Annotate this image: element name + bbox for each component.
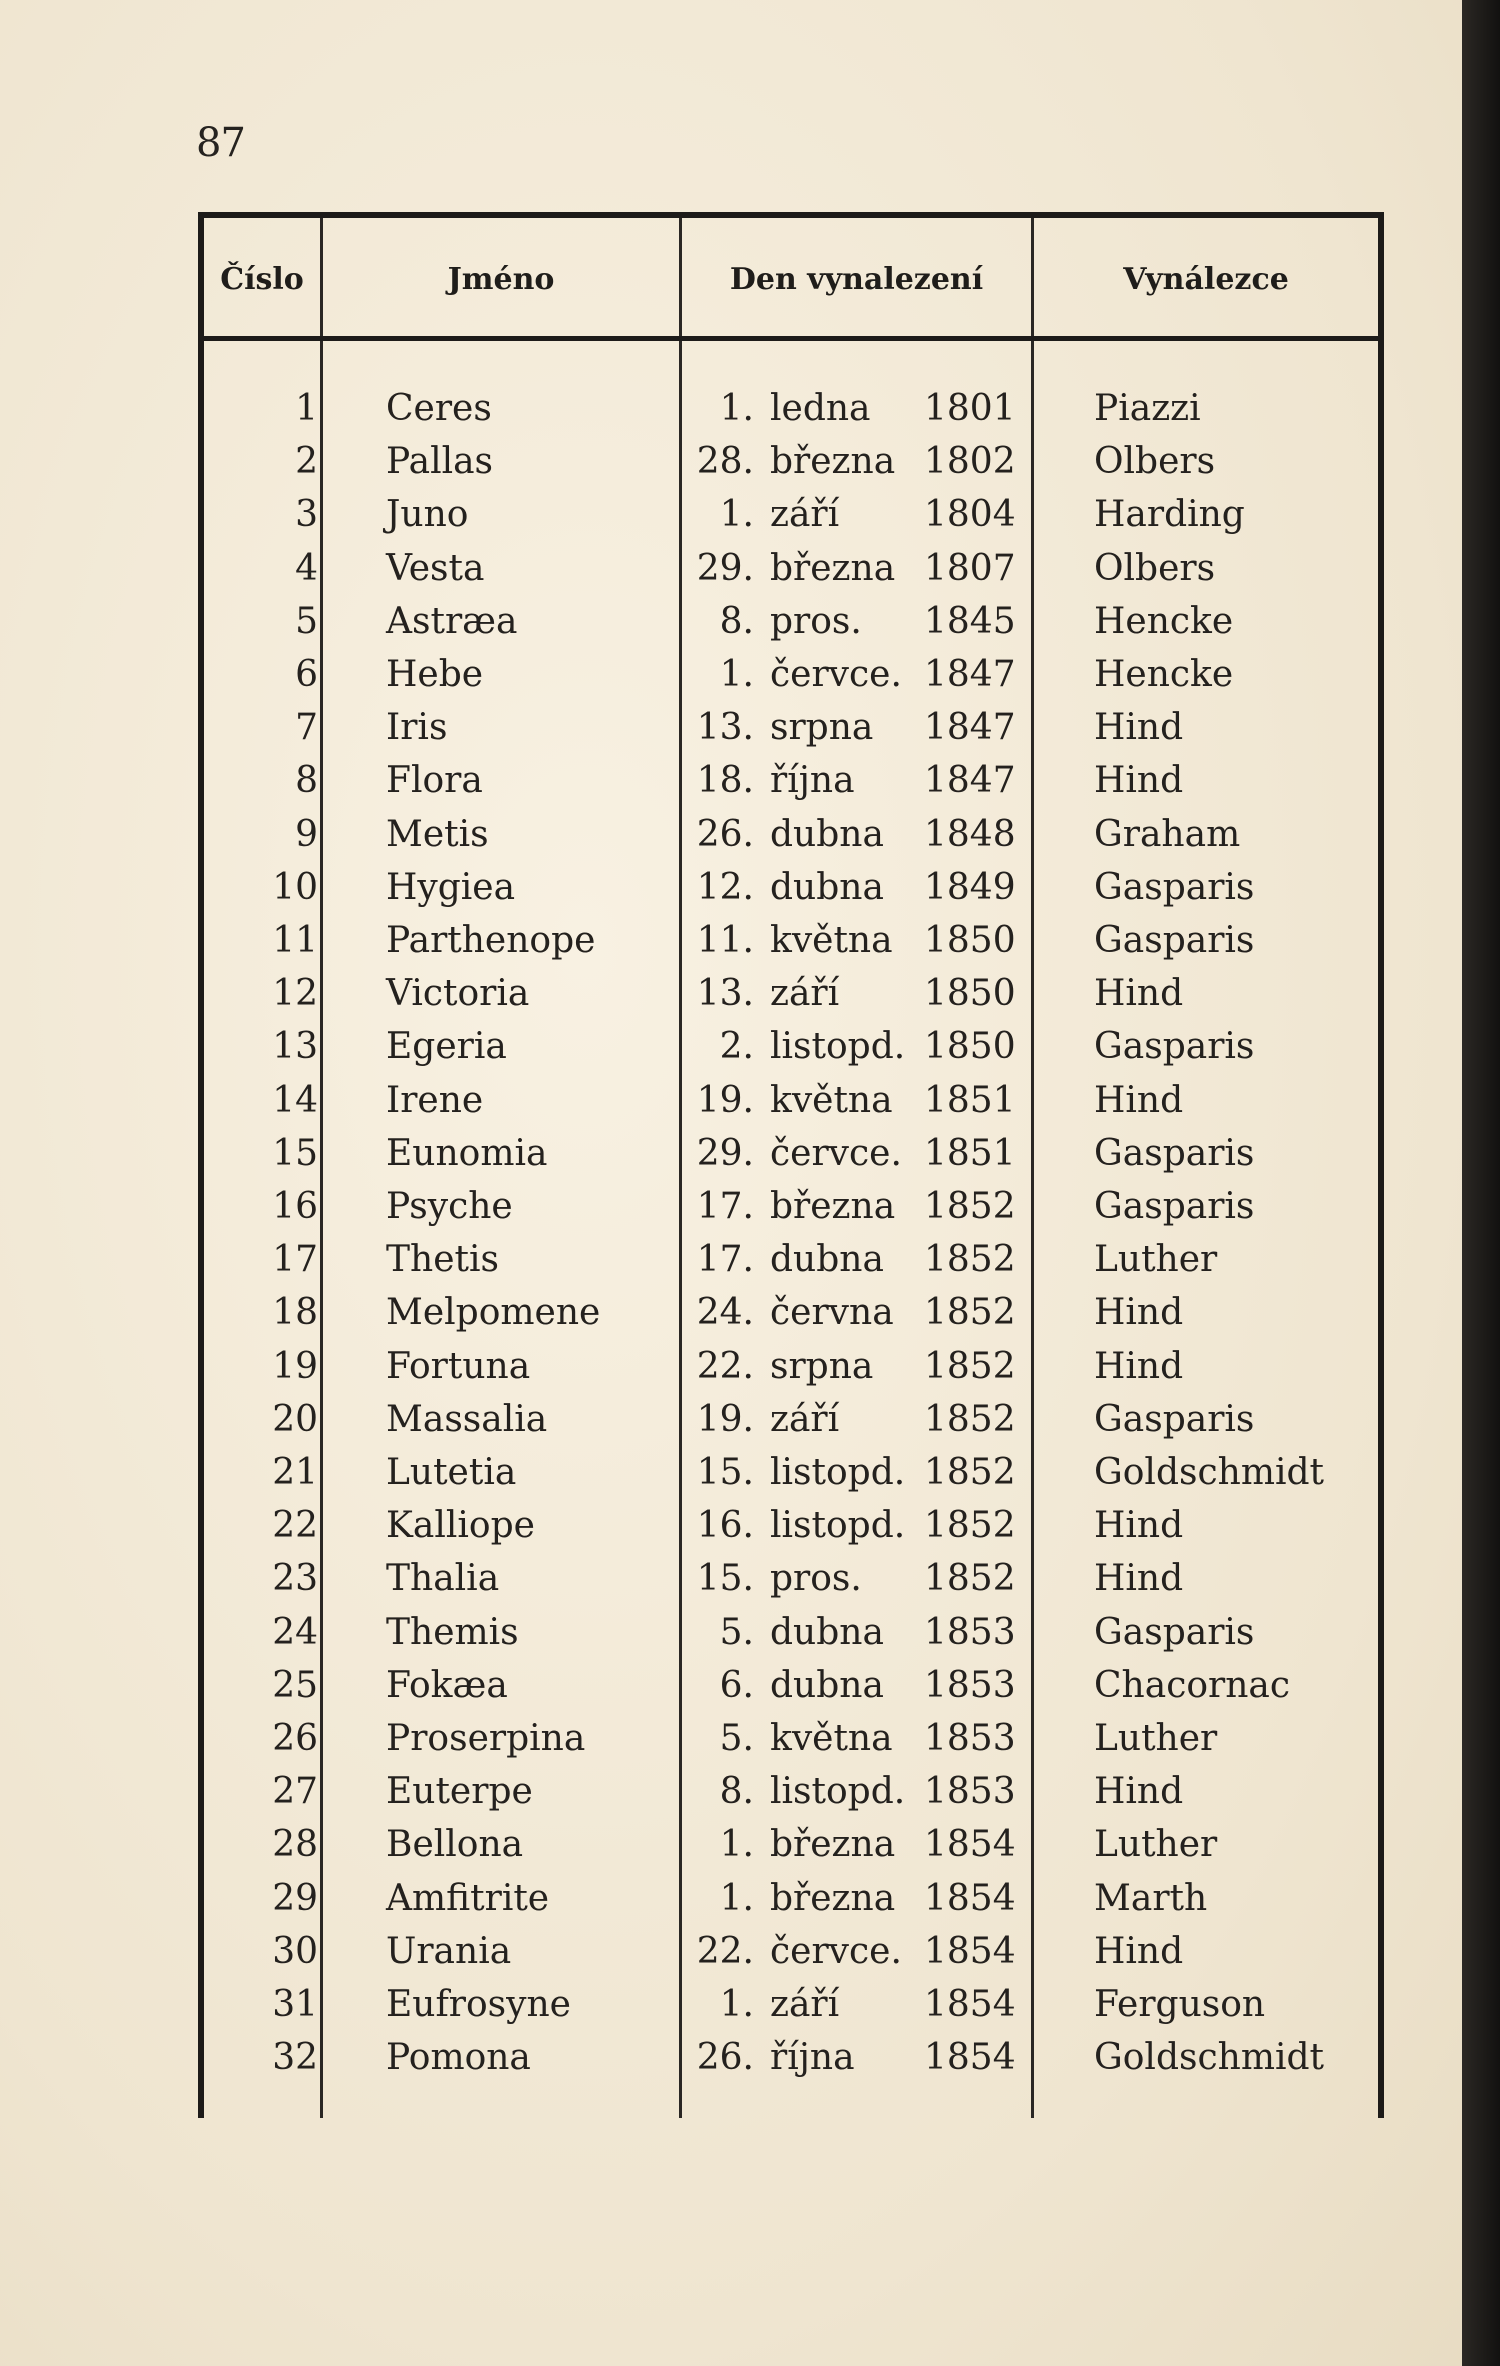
discovery-day: 1. (719, 494, 754, 536)
discoverer-name: Luther (1094, 1239, 1218, 1281)
discovery-month: září (770, 1398, 840, 1440)
discovery-day: 16. (696, 1505, 754, 1547)
asteroid-number: 24 (272, 1611, 318, 1653)
discoverer-name: Luther (1094, 1824, 1218, 1866)
asteroid-number: 4 (295, 547, 318, 589)
asteroid-name: Astræa (386, 600, 518, 642)
asteroid-number: 16 (272, 1186, 318, 1227)
asteroid-number: 2 (295, 441, 318, 483)
asteroid-name: Bellona (386, 1824, 524, 1866)
discoverer-name: Hind (1094, 1345, 1184, 1387)
discovery-month: srpna (770, 707, 874, 749)
discoverer-name: Gasparis (1094, 1398, 1255, 1440)
asteroid-number: 25 (272, 1664, 318, 1706)
discovery-year: 1852 (924, 1398, 1016, 1440)
discovery-year: 1850 (924, 973, 1016, 1015)
asteroid-number: 15 (272, 1132, 318, 1174)
asteroid-name: Iris (386, 707, 448, 749)
page-number: 87 (196, 120, 245, 166)
discovery-year: 1852 (924, 1186, 1016, 1227)
table-row (204, 1127, 1378, 1180)
discovery-year: 1853 (924, 1771, 1016, 1813)
discovery-day: 1. (719, 388, 754, 429)
discovery-year: 1847 (924, 707, 1016, 749)
discoverer-name: Marth (1094, 1877, 1208, 1919)
table-row (204, 1074, 1378, 1127)
discoverer-name: Harding (1094, 494, 1245, 536)
discoverer-name: Hind (1094, 1558, 1184, 1600)
discovery-day: 29. (696, 547, 754, 589)
table-row (204, 1446, 1378, 1499)
asteroid-name: Hebe (386, 654, 484, 695)
discovery-month: září (770, 494, 840, 536)
discovery-month: dubna (770, 1239, 884, 1281)
discovery-month: března (770, 547, 896, 589)
discovery-month: červce. (770, 654, 902, 695)
discovery-year: 1804 (924, 494, 1016, 536)
discoverer-name: Hind (1094, 1505, 1184, 1547)
asteroid-name: Hygiea (386, 866, 516, 908)
asteroid-number: 29 (272, 1877, 318, 1919)
asteroid-name: Psyche (386, 1186, 513, 1227)
discovery-year: 1853 (924, 1611, 1016, 1653)
discoverer-name: Hind (1094, 707, 1184, 749)
discoverer-name: Goldschmidt (1094, 2037, 1324, 2079)
discovery-day: 22. (696, 1930, 754, 1972)
asteroid-table (198, 212, 1384, 2118)
discoverer-name: Gasparis (1094, 1186, 1255, 1227)
asteroid-name: Irene (386, 1079, 484, 1121)
discovery-day: 13. (696, 973, 754, 1015)
discovery-year: 1851 (924, 1132, 1016, 1174)
asteroid-name: Amfitrite (386, 1877, 550, 1919)
discovery-year: 1852 (924, 1345, 1016, 1387)
asteroid-name: Metis (386, 813, 489, 855)
asteroid-number: 7 (295, 707, 318, 749)
asteroid-number: 17 (272, 1239, 318, 1281)
discoverer-name: Gasparis (1094, 1026, 1255, 1068)
discovery-year: 1854 (924, 1877, 1016, 1919)
table-row (204, 1340, 1378, 1393)
discovery-day: 1. (719, 654, 754, 695)
discovery-year: 1852 (924, 1505, 1016, 1547)
asteroid-number: 21 (272, 1452, 318, 1493)
asteroid-number: 9 (295, 813, 318, 855)
asteroid-number: 6 (295, 654, 318, 695)
discovery-year: 1847 (924, 654, 1016, 695)
table-row (204, 542, 1378, 595)
discovery-day: 13. (696, 707, 754, 749)
discovery-month: červce. (770, 1930, 902, 1972)
discoverer-name: Olbers (1094, 547, 1216, 589)
table-row (204, 595, 1378, 648)
discoverer-name: Hind (1094, 1079, 1184, 1121)
asteroid-number: 23 (272, 1558, 318, 1600)
discovery-day: 15. (696, 1452, 754, 1493)
asteroid-number: 31 (272, 1984, 318, 2025)
discovery-month: května (770, 1079, 893, 1121)
asteroid-number: 20 (272, 1398, 318, 1440)
asteroid-name: Pomona (386, 2037, 531, 2079)
table-row (204, 1180, 1378, 1233)
discovery-month: listopd. (770, 1771, 906, 1813)
discoverer-name: Goldschmidt (1094, 1452, 1324, 1493)
asteroid-number: 8 (295, 760, 318, 802)
asteroid-number: 10 (272, 866, 318, 908)
discovery-year: 1854 (924, 1984, 1016, 2025)
header-discovery-date: Den vynalezení (729, 262, 984, 297)
discovery-month: září (770, 973, 840, 1015)
discovery-day: 19. (696, 1398, 754, 1440)
asteroid-number: 22 (272, 1505, 318, 1547)
asteroid-name: Euterpe (386, 1771, 533, 1813)
asteroid-name: Thetis (386, 1239, 499, 1281)
discovery-year: 1801 (924, 388, 1016, 429)
discovery-month: června (770, 1292, 894, 1334)
asteroid-number: 13 (272, 1026, 318, 1068)
discovery-year: 1852 (924, 1292, 1016, 1334)
discovery-year: 1854 (924, 1824, 1016, 1866)
discoverer-name: Gasparis (1094, 866, 1255, 908)
asteroid-name: Fortuna (386, 1345, 531, 1387)
table-row (204, 1233, 1378, 1286)
discovery-month: dubna (770, 1664, 884, 1706)
discovery-year: 1852 (924, 1452, 1016, 1493)
discovery-day: 1. (719, 1877, 754, 1919)
discovery-day: 18. (696, 760, 754, 802)
asteroid-name: Proserpina (386, 1718, 586, 1759)
table-row (204, 1872, 1378, 1925)
asteroid-name: Flora (386, 760, 483, 802)
asteroid-name: Juno (386, 494, 469, 536)
table-row (204, 1552, 1378, 1605)
discoverer-name: Gasparis (1094, 1132, 1255, 1174)
table-row (204, 1499, 1378, 1552)
discovery-day: 26. (696, 813, 754, 855)
discovery-day: 8. (719, 600, 754, 642)
discovery-month: března (770, 1824, 896, 1866)
asteroid-number: 30 (272, 1930, 318, 1972)
discovery-month: červce. (770, 1132, 902, 1174)
table-row (204, 914, 1378, 967)
asteroid-name: Eunomia (386, 1132, 548, 1174)
discovery-year: 1849 (924, 866, 1016, 908)
asteroid-number: 19 (272, 1345, 318, 1387)
header-discoverer: Vynálezce (1123, 262, 1289, 297)
table-row (204, 1606, 1378, 1659)
discovery-month: května (770, 920, 893, 961)
table-header (204, 218, 1378, 341)
discovery-year: 1848 (924, 813, 1016, 855)
table-row (204, 1659, 1378, 1712)
asteroid-name: Lutetia (386, 1452, 517, 1493)
discoverer-name: Piazzi (1094, 388, 1201, 429)
discovery-month: března (770, 441, 896, 483)
asteroid-number: 12 (272, 973, 318, 1015)
asteroid-name: Fokæa (386, 1664, 508, 1706)
discovery-day: 1. (719, 1984, 754, 2025)
discovery-day: 28. (696, 441, 754, 483)
table-row (204, 808, 1378, 861)
table-row (204, 701, 1378, 754)
discovery-day: 12. (696, 866, 754, 908)
discovery-day: 17. (696, 1186, 754, 1227)
asteroid-name: Egeria (386, 1026, 507, 1068)
discovery-month: dubna (770, 813, 884, 855)
table-row (204, 1020, 1378, 1073)
discoverer-name: Luther (1094, 1718, 1218, 1759)
discovery-month: dubna (770, 866, 884, 908)
asteroid-number: 14 (272, 1079, 318, 1121)
discoverer-name: Hind (1094, 760, 1184, 802)
asteroid-number: 3 (295, 494, 318, 536)
discovery-year: 1847 (924, 760, 1016, 802)
table-row (204, 1712, 1378, 1765)
asteroid-number: 27 (272, 1771, 318, 1813)
table-row (204, 648, 1378, 701)
asteroid-name: Eufrosyne (386, 1984, 571, 2025)
table-row (204, 754, 1378, 807)
discovery-year: 1854 (924, 1930, 1016, 1972)
discovery-day: 6. (719, 1664, 754, 1706)
discovery-month: května (770, 1718, 893, 1759)
discoverer-name: Hencke (1094, 600, 1234, 642)
discovery-month: března (770, 1186, 896, 1227)
discoverer-name: Hencke (1094, 654, 1234, 695)
discovery-day: 26. (696, 2037, 754, 2079)
discoverer-name: Ferguson (1094, 1984, 1266, 2025)
discovery-month: srpna (770, 1345, 874, 1387)
asteroid-number: 28 (272, 1824, 318, 1866)
header-name: Jméno (447, 262, 555, 297)
discoverer-name: Chacornac (1094, 1664, 1291, 1706)
discovery-year: 1807 (924, 547, 1016, 589)
discovery-month: ledna (770, 388, 871, 429)
discoverer-name: Hind (1094, 1771, 1184, 1813)
discoverer-name: Hind (1094, 973, 1184, 1015)
asteroid-name: Vesta (386, 547, 485, 589)
discovery-day: 24. (696, 1292, 754, 1334)
discovery-year: 1802 (924, 441, 1016, 483)
table-row (204, 861, 1378, 914)
table-row (204, 967, 1378, 1020)
table-row (204, 1978, 1378, 2031)
discovery-month: listopd. (770, 1452, 906, 1493)
discovery-day: 2. (719, 1026, 754, 1068)
book-spine (1462, 0, 1500, 2366)
discovery-month: pros. (770, 1558, 862, 1600)
discoverer-name: Hind (1094, 1292, 1184, 1334)
discovery-year: 1854 (924, 2037, 1016, 2079)
asteroid-name: Thalia (386, 1558, 500, 1600)
discoverer-name: Graham (1094, 813, 1241, 855)
asteroid-name: Urania (386, 1930, 512, 1972)
discovery-day: 29. (696, 1132, 754, 1174)
header-number: Číslo (220, 262, 304, 297)
discovery-month: listopd. (770, 1026, 906, 1068)
discovery-day: 17. (696, 1239, 754, 1281)
discovery-month: listopd. (770, 1505, 906, 1547)
discovery-year: 1852 (924, 1558, 1016, 1600)
discoverer-name: Gasparis (1094, 1611, 1255, 1653)
discovery-month: října (770, 2037, 855, 2079)
table-row (204, 1818, 1378, 1871)
asteroid-name: Kalliope (386, 1505, 535, 1547)
discoverer-name: Gasparis (1094, 920, 1255, 961)
asteroid-name: Ceres (386, 388, 492, 429)
table-row (204, 435, 1378, 488)
discovery-month: října (770, 760, 855, 802)
asteroid-name: Parthenope (386, 920, 596, 961)
discovery-day: 15. (696, 1558, 754, 1600)
asteroid-number: 11 (272, 920, 318, 961)
discovery-year: 1853 (924, 1718, 1016, 1759)
discovery-year: 1845 (924, 600, 1016, 642)
discovery-month: dubna (770, 1611, 884, 1653)
asteroid-number: 1 (295, 388, 318, 429)
discoverer-name: Olbers (1094, 441, 1216, 483)
asteroid-number: 18 (272, 1292, 318, 1334)
asteroid-name: Massalia (386, 1398, 548, 1440)
discovery-day: 5. (719, 1611, 754, 1653)
discovery-year: 1851 (924, 1079, 1016, 1121)
discovery-year: 1852 (924, 1239, 1016, 1281)
discovery-year: 1850 (924, 920, 1016, 961)
discovery-month: pros. (770, 600, 862, 642)
discovery-day: 19. (696, 1079, 754, 1121)
table-row (204, 2031, 1378, 2084)
asteroid-number: 5 (295, 600, 318, 642)
discovery-day: 11. (696, 920, 754, 961)
discovery-year: 1853 (924, 1664, 1016, 1706)
discovery-day: 1. (719, 1824, 754, 1866)
table-row (204, 382, 1378, 435)
asteroid-name: Victoria (386, 973, 530, 1015)
asteroid-name: Melpomene (386, 1292, 601, 1334)
discovery-year: 1850 (924, 1026, 1016, 1068)
asteroid-number: 26 (272, 1718, 318, 1759)
asteroid-name: Pallas (386, 441, 494, 483)
table-row (204, 1393, 1378, 1446)
discovery-day: 5. (719, 1718, 754, 1759)
discovery-day: 8. (719, 1771, 754, 1813)
discoverer-name: Hind (1094, 1930, 1184, 1972)
discovery-day: 22. (696, 1345, 754, 1387)
table-row (204, 1925, 1378, 1978)
table-row (204, 488, 1378, 541)
table-row (204, 1286, 1378, 1339)
table-row (204, 1765, 1378, 1818)
discovery-month: září (770, 1984, 840, 2025)
asteroid-name: Themis (386, 1611, 519, 1653)
asteroid-number: 32 (272, 2037, 318, 2079)
discovery-month: března (770, 1877, 896, 1919)
